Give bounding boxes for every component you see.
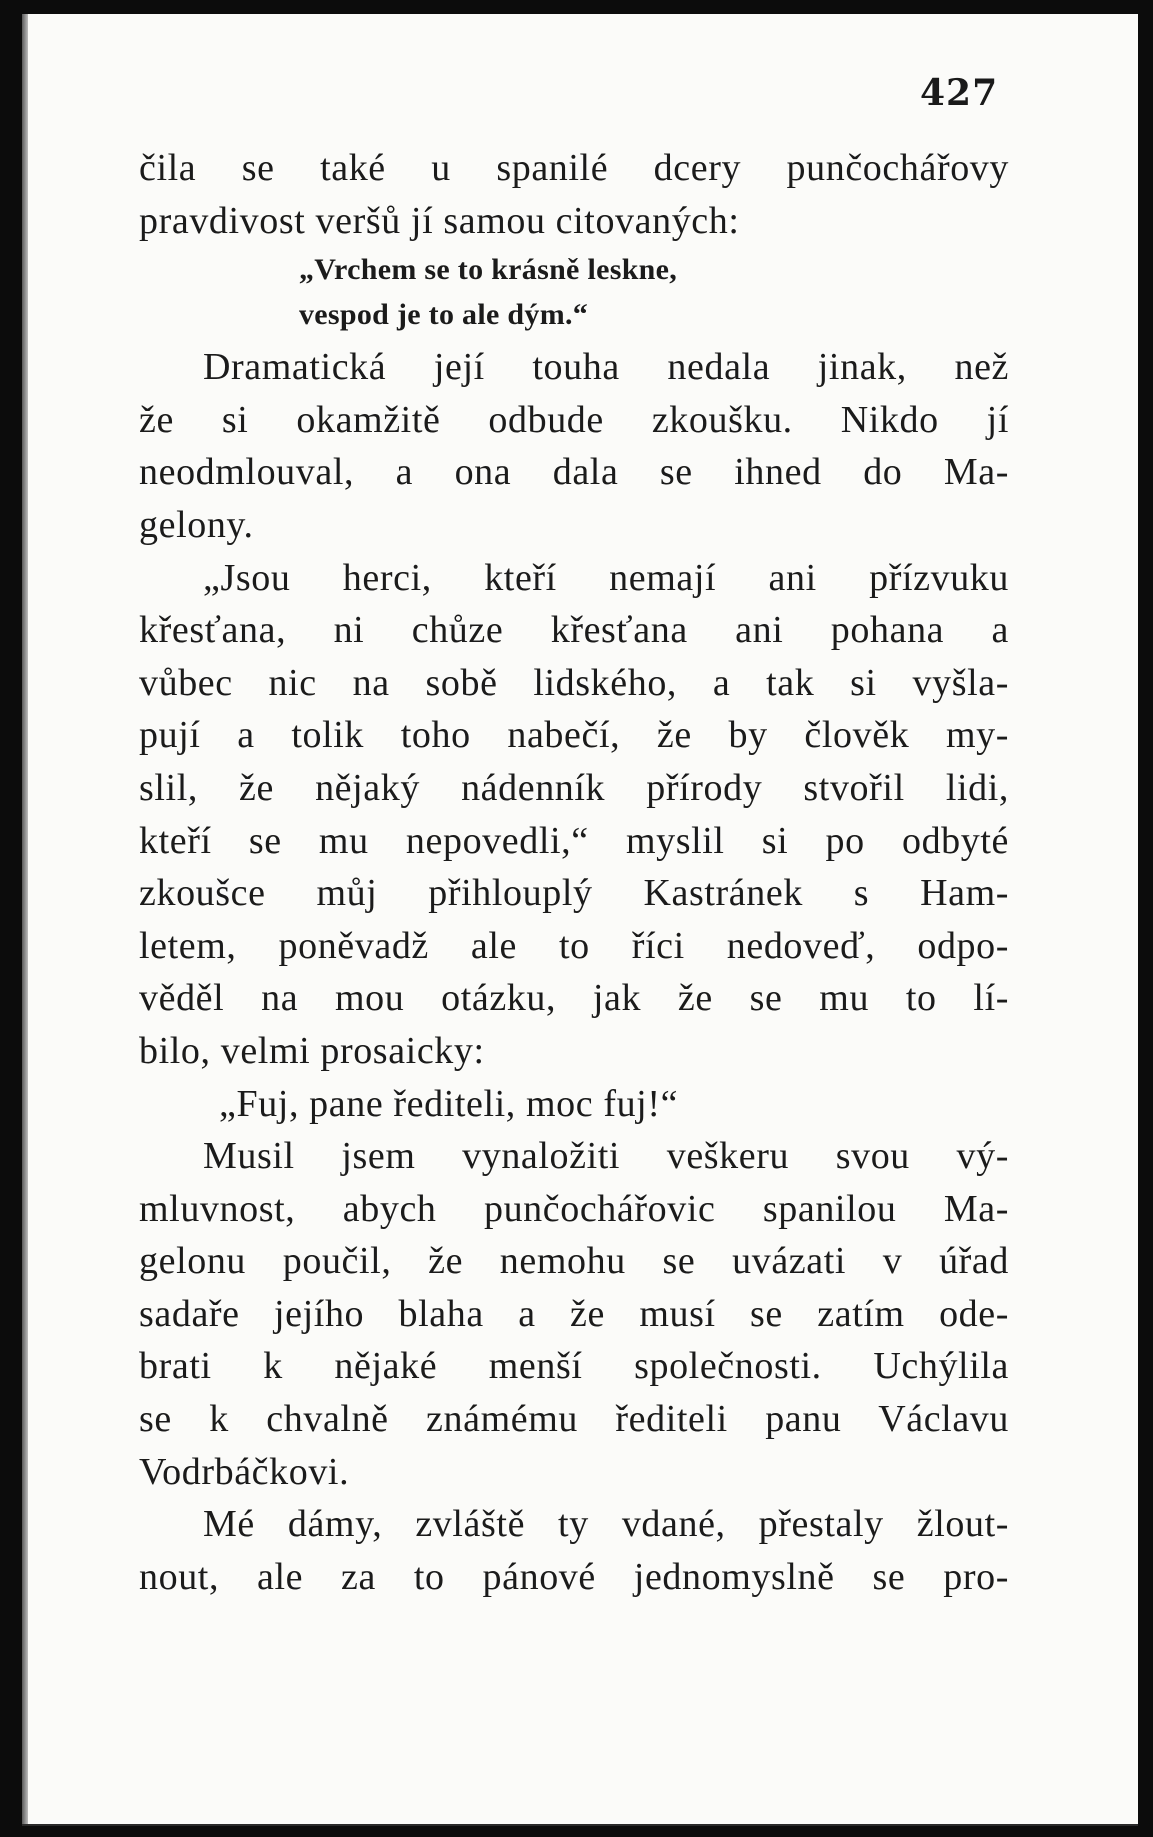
text-line: zkoušce můj přihlouplý Kastránek s Ham- <box>139 872 1009 915</box>
page-spine-edge <box>22 14 28 1824</box>
verse-line: vespod je to ale dým.“ <box>299 298 589 332</box>
text-line: bilo, velmi prosaicky: <box>139 1029 485 1072</box>
book-page <box>22 14 1138 1824</box>
verse-line: „Vrchem se to krásně leskne, <box>299 253 678 287</box>
text-line: že si okamžitě odbude zkoušku. Nikdo jí <box>139 398 1009 441</box>
text-line: sadaře jejího blaha a že musí se zatím ode- <box>139 1292 1009 1335</box>
body-text <box>139 142 1009 1603</box>
text-line: čila se také u spanilé dcery punčochářovy <box>139 147 1009 189</box>
text-line: mluvnost, abych punčochářovic spanilou Ma- <box>139 1187 1009 1230</box>
text-line: křesťana, ni chůze křesťana ani pohana a <box>139 609 1009 652</box>
text-line: slil, že nějaký nádenník přírody stvořil lidi, <box>139 766 1009 809</box>
text-line: gelonu poučil, že nemohu se uvázati v úřad <box>139 1240 1009 1283</box>
verse-quote <box>139 247 1009 337</box>
text-line: gelony. <box>139 503 254 546</box>
text-line: se k chvalně známému řediteli panu Václavu <box>139 1398 1009 1441</box>
text-line: letem, poněvadž ale to říci nedoveď, odpo- <box>139 924 1009 967</box>
text-line: pravdivost veršů jí samou citovaných: <box>139 199 740 242</box>
page-bottom-edge <box>22 1824 1138 1826</box>
paragraph-first-line: Mé dámy, zvláště ty vdané, přestaly žlout- <box>203 1503 1009 1546</box>
text-line: věděl na mou otázku, jak že se mu to lí- <box>139 977 1009 1020</box>
text-line: nout, ale za to pánové jednomyslně se pro- <box>139 1555 1009 1598</box>
text-line: kteří se mu nepovedli,“ myslil si po odbyté <box>139 819 1009 862</box>
paragraph-first-line: „Jsou herci, kteří nemají ani přízvuku <box>203 556 1009 599</box>
text-line: pují a tolik toho nabečí, že by člověk my- <box>139 714 1009 757</box>
text-line: vůbec nic na sobě lidského, a tak si vyšla- <box>139 661 1009 704</box>
text-line: brati k nějaké menší společnosti. Uchýlila <box>139 1345 1009 1388</box>
page-number: 427 <box>920 72 999 114</box>
paragraph-first-line: Musil jsem vynaložiti veškeru svou vý- <box>203 1135 1009 1178</box>
quoted-exclamation: „Fuj, pane řediteli, moc fuj!“ <box>219 1082 679 1125</box>
text-line: Vodrbáčkovi. <box>139 1450 350 1493</box>
text-line: neodmlouval, a ona dala se ihned do Ma- <box>139 451 1009 494</box>
paragraph-first-line: Dramatická její touha nedala jinak, než <box>203 346 1009 389</box>
